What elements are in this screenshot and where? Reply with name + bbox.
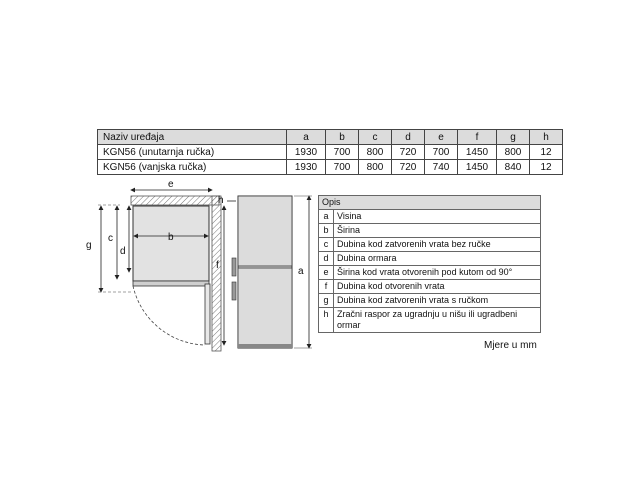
row-model: KGN56 (vanjska ručka) xyxy=(98,160,287,175)
legend-desc: Dubina kod otvorenih vrata xyxy=(334,280,541,294)
legend-desc: Širina kod vrata otvorenih pod kutom od 90° xyxy=(334,266,541,280)
cell-e: 700 xyxy=(425,145,458,160)
label-f: f xyxy=(216,260,219,271)
header-h: h xyxy=(530,130,563,145)
header-e: e xyxy=(425,130,458,145)
legend-key: e xyxy=(319,266,334,280)
door-handle-upper xyxy=(232,258,236,276)
unit-note: Mjere u mm xyxy=(484,340,537,351)
legend-row xyxy=(319,210,541,224)
cell-a: 1930 xyxy=(287,145,326,160)
legend-row xyxy=(319,308,541,333)
base-plinth xyxy=(238,344,292,348)
legend-desc: Visina xyxy=(334,210,541,224)
header-b: b xyxy=(326,130,359,145)
side-view xyxy=(218,195,312,348)
label-b: b xyxy=(168,232,174,243)
legend-key: f xyxy=(319,280,334,294)
cell-f: 1450 xyxy=(458,145,497,160)
lower-door xyxy=(238,268,292,348)
legend-desc: Dubina ormara xyxy=(334,252,541,266)
cell-e: 740 xyxy=(425,160,458,175)
wall-back xyxy=(131,196,219,205)
label-c: c xyxy=(108,233,113,244)
cell-h: 12 xyxy=(530,160,563,175)
legend-desc: Dubina kod zatvorenih vrata bez ručke xyxy=(334,238,541,252)
legend-row xyxy=(319,252,541,266)
cell-c: 800 xyxy=(359,160,392,175)
cell-a: 1930 xyxy=(287,160,326,175)
cell-g: 800 xyxy=(497,145,530,160)
cell-g: 840 xyxy=(497,160,530,175)
header-f: f xyxy=(458,130,497,145)
legend-row xyxy=(319,266,541,280)
door-closed xyxy=(133,281,209,286)
legend-key: h xyxy=(319,308,334,333)
label-d: d xyxy=(120,246,126,257)
header-device-name: Naziv uređaja xyxy=(98,130,287,145)
header-c: c xyxy=(359,130,392,145)
label-g: g xyxy=(86,240,92,251)
door-open xyxy=(205,284,210,344)
cell-h: 12 xyxy=(530,145,563,160)
header-g: g xyxy=(497,130,530,145)
legend-key: a xyxy=(319,210,334,224)
header-a: a xyxy=(287,130,326,145)
legend-row xyxy=(319,224,541,238)
legend-desc: Zračni raspor za ugradnju u nišu ili ugradbeni ormar xyxy=(334,308,541,333)
legend-key: d xyxy=(319,252,334,266)
cell-b: 700 xyxy=(326,160,359,175)
header-d: d xyxy=(392,130,425,145)
legend-desc: Širina xyxy=(334,224,541,238)
cell-f: 1450 xyxy=(458,160,497,175)
legend-key: b xyxy=(319,224,334,238)
cell-b: 700 xyxy=(326,145,359,160)
label-e: e xyxy=(168,179,174,190)
legend-title: Opis xyxy=(319,196,541,210)
legend-key: c xyxy=(319,238,334,252)
wall-side xyxy=(212,196,221,351)
cell-d: 720 xyxy=(392,145,425,160)
legend-row xyxy=(319,294,541,308)
legend-row xyxy=(319,280,541,294)
legend-table xyxy=(318,195,541,333)
top-view xyxy=(86,179,224,351)
fridge-body-top xyxy=(133,206,209,281)
door-swing-arc xyxy=(133,286,205,345)
door-handle-lower xyxy=(232,282,236,300)
legend-row xyxy=(319,238,541,252)
legend-header-row xyxy=(319,196,541,210)
label-a: a xyxy=(298,266,304,277)
upper-door xyxy=(238,196,292,266)
label-h: h xyxy=(218,195,224,206)
cell-c: 800 xyxy=(359,145,392,160)
legend-desc: Dubina kod zatvorenih vrata s ručkom xyxy=(334,294,541,308)
row-model: KGN56 (unutarnja ručka) xyxy=(98,145,287,160)
legend-key: g xyxy=(319,294,334,308)
cell-d: 720 xyxy=(392,160,425,175)
